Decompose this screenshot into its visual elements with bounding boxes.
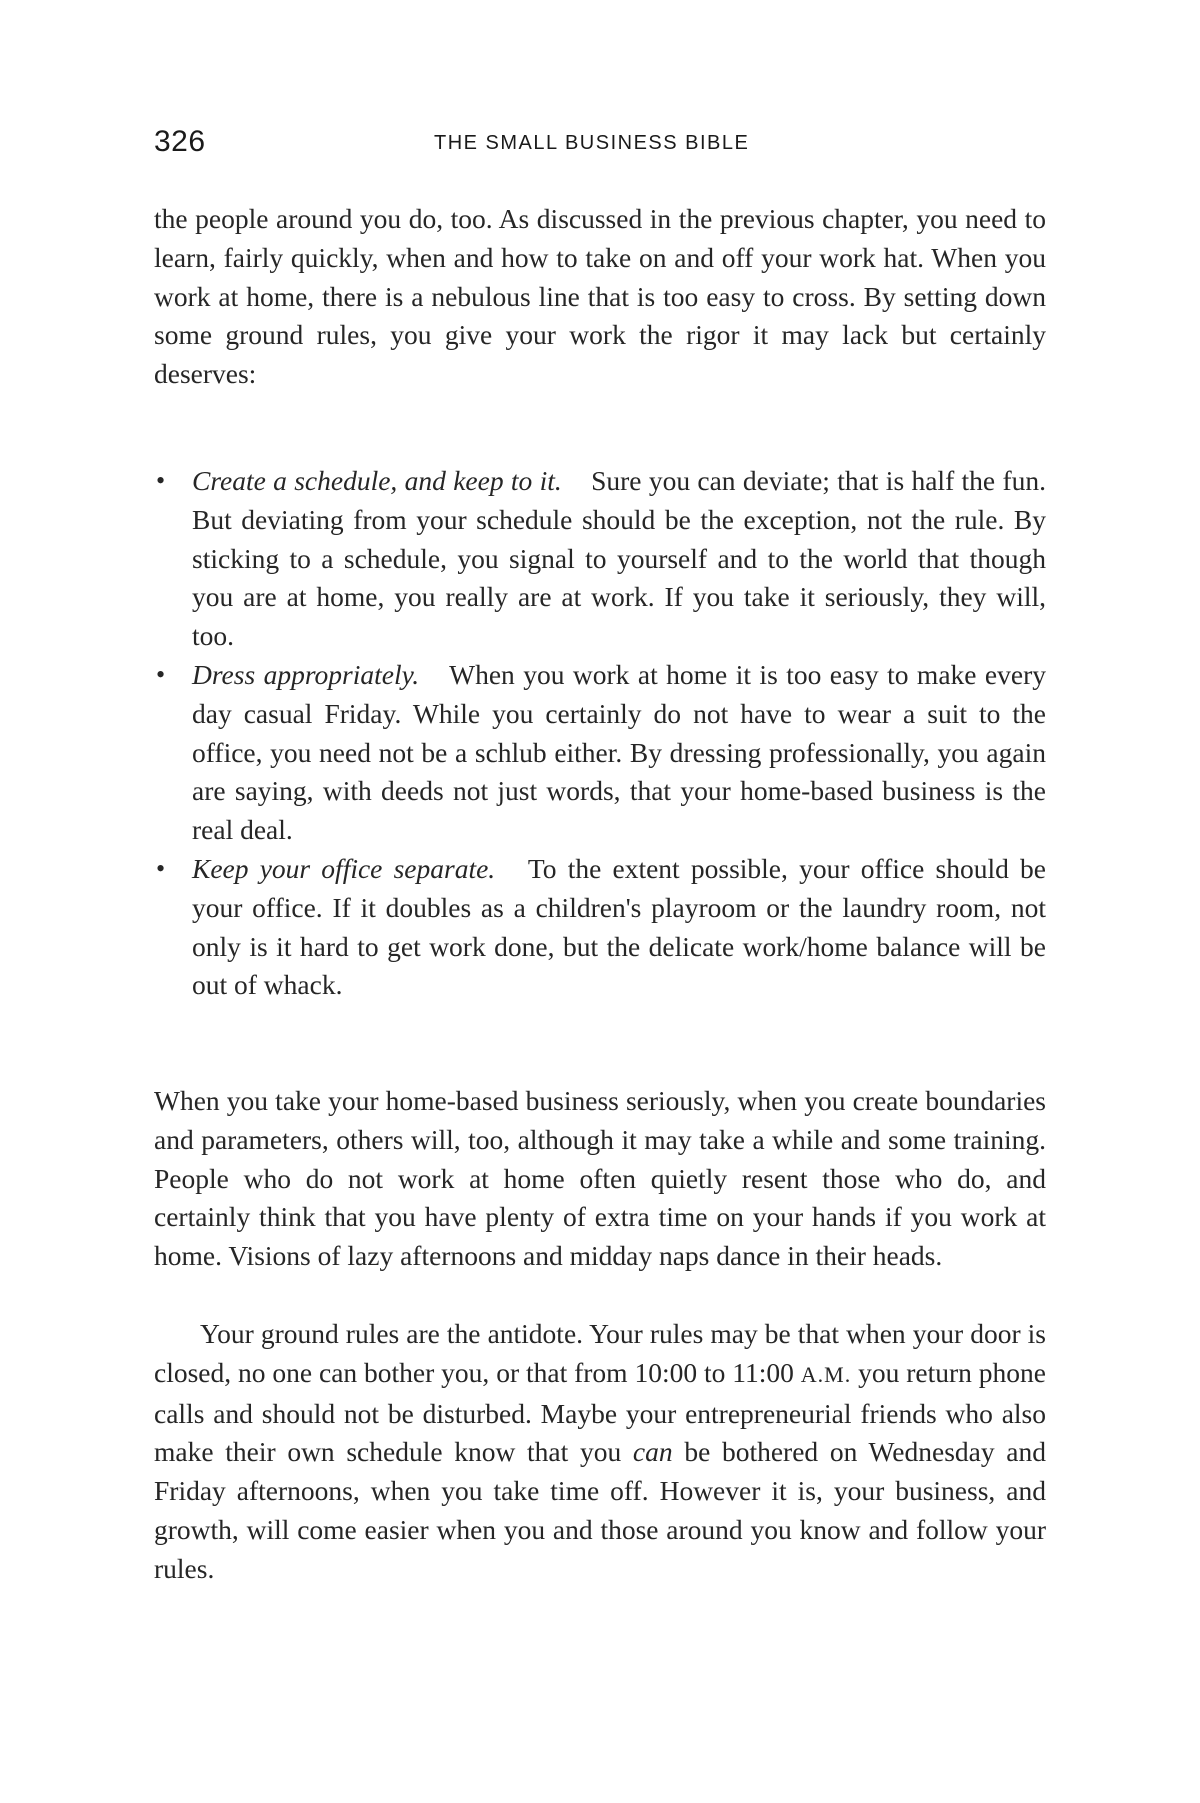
bullet-icon: • [156,659,166,689]
bullet-text: To the extent possible, your office should be your office. If it doubles as a children's playroom or the laundry room, not only is it hard to get work done, but the delicate work/home balance will be out of whack. [192,852,1046,1001]
page-number: 326 [154,125,206,158]
list-item [154,850,1046,1005]
bullet-icon: • [156,466,166,495]
bullet-lead: Create a schedule, and keep to it. [192,465,562,496]
time-am-label: A.M. [800,1361,852,1387]
running-head: THE SMALL BUSINESS BIBLE [434,132,750,154]
list-item [154,656,1046,850]
paragraph-3-part-3: be bothered on Wednesday and Friday afternoons, when you take time off. However it is, your business, and growth, will come easier when you and those around you know and follow your rules. [154,1436,1046,1584]
paragraph-3-part-2: you return phone calls and should not be disturbed. Maybe your entrepreneurial friends who also make their own schedule know that you [154,1356,1046,1468]
emphasis-can: can [632,1436,673,1468]
paragraph-3-part-1: Your ground rules are the antidote. Your rules may be that when your door is closed, no one can bother you, or that from 10:00 to 11:00 [154,1318,1046,1388]
bullet-text: Sure you can deviate; that is half the fun. But deviating from your schedule should be the exception, not the rule. By sticking to a schedule, you signal to yourself and to the world that though you are at home, you really are at work. If you take it seriously, they will, too. [192,465,1046,652]
bullet-lead: Dress appropriately. [192,658,420,690]
bullet-icon: • [156,853,166,883]
ground-rules-list [154,462,1046,1005]
list-item [154,462,1046,656]
body-paragraph-3 [154,1315,1046,1589]
page-header [154,125,1046,165]
bullet-text: When you work at home it is too easy to make every day casual Friday. While you certainly do not have to wear a suit to the office, you need not be a schlub either. By dressing professionally, you again are saying, with deeds not just words, that your home-based business is the real deal. [192,658,1046,846]
bullet-lead: Keep your office separate. [192,852,496,884]
intro-paragraph: the people around you do, too. As discussed in the previous chapter, you need to learn, fairly quickly, when and how to take on and off your work hat. When you work at home, there is a nebulous line that is too easy to cross. By setting down some ground rules, you give your work the rigor it may lack but certainly deserves: [154,203,1046,390]
body-paragraph-2: When you take your home-based business seriously, when you create boundaries and parameters, others will, too, although it may take a while and some training. People who do not work at home often quietly resent those who do, and certainly think that you have plenty of extra time on your hands if you work at home. Visions of lazy afternoons and midday naps dance in their heads. [154,1085,1046,1272]
